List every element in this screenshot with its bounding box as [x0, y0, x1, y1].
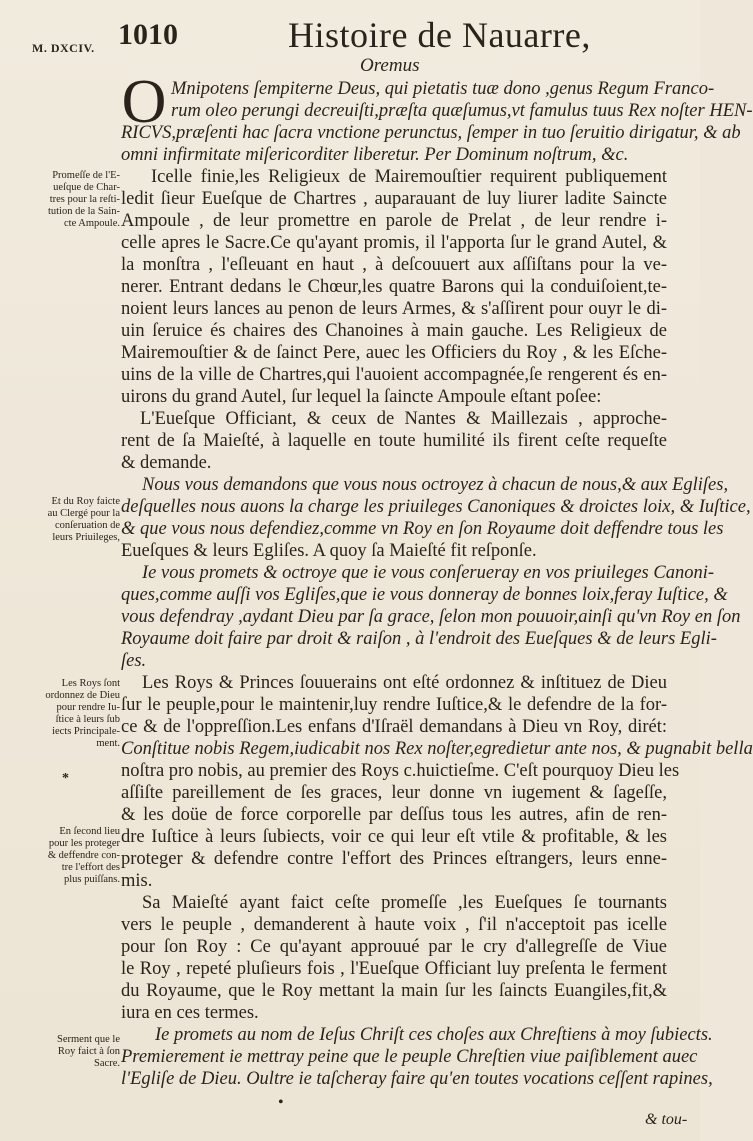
body-line: Ampoule , de leur promettre en parole de Prelat , de leur rendre i-: [121, 211, 667, 231]
body-line: vers le peuple , demanderent à haute voix , ſ'il n'acceptoit pas icelle: [121, 915, 667, 935]
body-line: uin ſeruice és chaires des Chanoines à main gauche. Les Religieux de: [121, 321, 667, 341]
body-line: Sa Maieſté ayant faict ceſte promeſſe ,les Eueſques ſe tournants: [142, 893, 667, 913]
body-line: noient leurs lances au penon de leurs Armes, & s'aſſirent pour ouyr le di-: [121, 299, 667, 319]
marginal-note: Serment que le Roy faict à ſon Sacre.: [57, 1034, 120, 1069]
marginal-note: Et du Roy faicte au Clergé pour la conſeruation de leurs Priuileges,: [47, 496, 120, 543]
running-title: Histoire de Nauarre,: [288, 15, 591, 55]
body-line: & les doüe de force corporelle par deſſus tous les autres, afin de ren-: [121, 805, 667, 825]
marginal-note: Promeſſe de l'E- ueſque de Char- tres pour la reſti- tution de la Sain- cte Ampoule.: [47, 170, 120, 229]
body-line: Icelle finie,les Religieux de Mairemouſtier requirent publiquement: [151, 167, 667, 187]
drop-capital: O: [121, 68, 167, 136]
body-line: L'Eueſque Officiant, & ceux de Nantes & Maillezais , approche-: [140, 409, 667, 429]
body-line: proteger & defendre contre l'effort des Princes eſtrangers, leurs enne-: [121, 849, 667, 869]
body-line: iura en ces termes.: [121, 1003, 259, 1023]
body-line: uins de la ville de Chartres,qui l'auoient accompagnée,ſe rengerent és en-: [121, 365, 667, 385]
response-line: ſes.: [121, 651, 147, 671]
oath-line: Premierement ie mettray peine que le peuple Chreſtien viue paiſiblement auec: [121, 1047, 698, 1067]
marginal-note: En ſecond lieu pour les proteger & deffendre con- tre l'effort des plus puiſſans.: [47, 826, 120, 885]
body-line: mis.: [121, 871, 153, 891]
request-line: Nous vous demandons que vous nous octroyez à chacun de nous,& aux Egliſes,: [142, 475, 729, 495]
oath-line: l'Egliſe de Dieu. Oultre ie taſcheray faire qu'en toutes vocations ceſſent rapines,: [121, 1069, 713, 1089]
body-line: le Roy , repeté pluſieurs fois , l'Eueſque Officiant luy preſenta le ferment: [121, 959, 667, 979]
body-line: nerer. Entrant dedans le Chœur,les quatre Barons qui la conduiſoient,te-: [121, 277, 667, 297]
body-line: pour ſon Roy : Ce qu'ayant approuué par le cry d'allegreſſe de Viue: [121, 937, 667, 957]
catchword: & tou-: [645, 1111, 688, 1128]
request-line: deſquelles nous auons la charge les priuileges Canoniques & droictes loix, & Iuſtice,: [121, 497, 751, 517]
response-line: Ie vous promets & octroye que ie vous conſerueray en vos priuileges Canoni-: [142, 563, 714, 583]
body-line: dre Iuſtice à leurs ſubiects, voir ce qui leur eſt vtile & profitable, & les: [121, 827, 667, 847]
prayer-line: RICVS,præſenti hac ſacra vnctione perunctus, ſemper in tuo ſeruitio dirigatur, & ab: [121, 123, 741, 143]
request-line: Eueſques & leurs Egliſes. A quoy ſa Maieſté fit reſponſe.: [121, 541, 537, 561]
body-line: ce & de l'oppreſſion.Les enfans d'Iſraël demandans à Dieu vn Roy, dirét:: [121, 717, 667, 737]
running-year: M. DXCIV.: [32, 41, 95, 55]
body-line: du Royaume, que le Roy mettant la main ſur les ſaincts Euangiles,fit,&: [121, 981, 667, 1001]
prayer-line: Mnipotens ſempiterne Deus, qui pietatis tuæ dono ,genus Regum Franco-: [171, 79, 715, 99]
oremus-heading: Oremus: [360, 55, 420, 76]
request-line: & que vous nous defendiez,comme vn Roy en ſon Royaume doit deffendre tous les: [121, 519, 724, 539]
page-number: 1010: [118, 18, 178, 51]
body-line: noſtra pro nobis, au premier des Roys c.huictieſme. C'eſt pourquoy Dieu les: [121, 761, 680, 781]
body-line: Mairemouſtier & de ſainct Pere, auec les Officiers du Roy , & les Eſche-: [121, 343, 667, 363]
body-line: ſur le peuple,pour le maintenir,luy rendre Iuſtice,& le defendre de la for-: [121, 695, 667, 715]
marginal-note: Les Roys ſont ordonnez de Dieu pour rendre Iu- ſtice à leurs ſub iects Principale- ment.: [45, 678, 120, 749]
body-line: celle apres le Sacre.Ce qu'ayant promis, il l'apporta ſur le grand Autel, &: [121, 233, 667, 253]
body-line: la monſtra , l'eſleuant en haut , à deſcouuert aux aſſiſtans pour la ve-: [121, 255, 667, 275]
prayer-line: omni infirmitate miſericorditer liberetur. Per Dominum noſtrum, &c.: [121, 145, 629, 165]
response-line: vous defendray ,aydant Dieu par ſa grace, ſelon mon pouuoir,ainſi qu'vn Roy en ſon: [121, 607, 741, 627]
oath-line: Ie promets au nom de Ieſus Chriſt ces choſes aux Chreſtiens à moy ſubiects.: [155, 1025, 713, 1045]
body-line: Conſtitue nobis Regem,iudicabit nos Rex noſter,egredietur ante nos, & pugnabit bella: [121, 739, 753, 759]
bullet-mark: •: [278, 1094, 284, 1111]
body-line: Les Roys & Princes ſouuerains ont eſté ordonnez & inſtituez de Dieu: [142, 673, 667, 693]
body-line: aſſiſte pareillement de ſes graces, leur donne vn iugement & ſageſſe,: [121, 783, 667, 803]
response-line: Royaume doit faire par droit & raiſon , à l'endroit des Eueſques & de leurs Egli-: [121, 629, 717, 649]
body-line: uirons du grand Autel, ſur lequel la ſaincte Ampoule eſtant poſee:: [121, 387, 602, 407]
response-line: ques,comme auſſi vos Egliſes,que ie vous donneray de bonnes loix,feray Iuſtice, &: [121, 585, 728, 605]
body-line: & demande.: [121, 453, 212, 473]
prayer-line: rum oleo perungi decreuiſti,præſta quæſumus,vt famulus tuus Rex noſter HEN-: [171, 101, 753, 121]
margin-asterisk: *: [62, 771, 69, 786]
body-line: rent de ſa Maieſté, à laquelle en toute humilité ils firent ceſte requeſte: [121, 431, 667, 451]
body-line: ledit ſieur Eueſque de Chartres , auparauant de luy liurer ladite Saincte: [121, 189, 667, 209]
